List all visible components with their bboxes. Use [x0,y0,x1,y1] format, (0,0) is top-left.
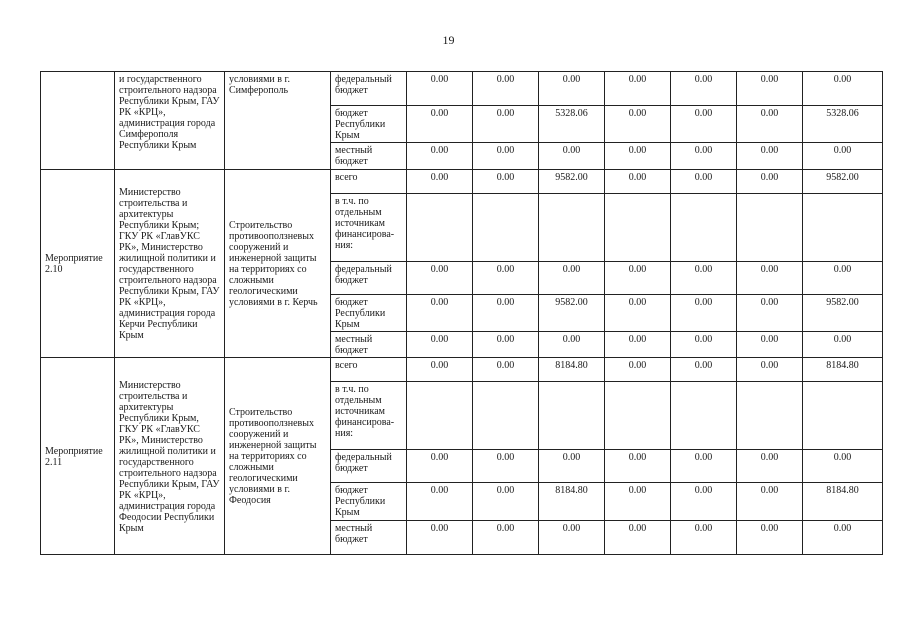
executor-cell: и государственного строительного надзора Республики Крым, ГАУ РК «КРЦ», администрация города Симферополя Республики Крым [115,72,225,170]
amount-cell: 0.00 [671,72,737,106]
amount-cell: 0.00 [671,450,737,483]
amount-cell: 9582.00 [803,295,883,332]
amount-cell: 0.00 [407,483,473,521]
amount-cell: 0.00 [803,332,883,358]
amount-cell: 0.00 [737,295,803,332]
amount-cell: 0.00 [473,72,539,106]
funding-source-cell: в т.ч. по отдельным источникам финансирова-ния: [331,194,407,262]
amount-cell: 0.00 [671,295,737,332]
amount-cell: 0.00 [737,358,803,382]
funding-source-cell: федеральный бюджет [331,262,407,295]
amount-cell: 0.00 [539,143,605,170]
amount-cell: 0.00 [407,72,473,106]
amount-cell: 0.00 [539,521,605,555]
amount-cell: 0.00 [605,143,671,170]
amount-cell: 0.00 [737,450,803,483]
amount-cell: 0.00 [803,450,883,483]
amount-cell: 0.00 [407,521,473,555]
amount-cell: 0.00 [671,483,737,521]
amount-cell [539,194,605,262]
amount-cell: 0.00 [605,358,671,382]
amount-cell: 0.00 [605,483,671,521]
amount-cell [605,194,671,262]
funding-source-cell: бюджет Республики Крым [331,295,407,332]
funding-source-cell: местный бюджет [331,332,407,358]
amount-cell: 0.00 [473,106,539,143]
executor-cell: Министерство строительства и архитектуры Республики Крым, ГКУ РК «ГлавУКС РК», Министерство жилищной политики и государственного строительного надзора Республики Крым, ГАУ РК «КРЦ», администрация города Феодосии Республики Крым [115,358,225,555]
amount-cell: 0.00 [473,483,539,521]
amount-cell: 0.00 [473,358,539,382]
amount-cell: 0.00 [737,521,803,555]
table-row [41,170,883,194]
amount-cell: 0.00 [803,143,883,170]
amount-cell: 0.00 [539,332,605,358]
funding-source-cell: бюджет Республики Крым [331,106,407,143]
amount-cell [737,194,803,262]
amount-cell: 0.00 [737,72,803,106]
amount-cell: 9582.00 [803,170,883,194]
amount-cell: 0.00 [473,170,539,194]
amount-cell: 0.00 [803,72,883,106]
amount-cell: 0.00 [737,143,803,170]
amount-cell: 0.00 [539,262,605,295]
amount-cell: 8184.80 [803,358,883,382]
amount-cell [407,194,473,262]
funding-source-cell: федеральный бюджет [331,450,407,483]
funding-source-cell: местный бюджет [331,143,407,170]
amount-cell [539,382,605,450]
activity-cell: Мероприятие 2.10 [41,170,115,358]
amount-cell: 0.00 [407,358,473,382]
amount-cell [407,382,473,450]
amount-cell: 5328.06 [539,106,605,143]
executor-cell: Министерство строительства и архитектуры Республики Крым; ГКУ РК «ГлавУКС РК», Министерство жилищной политики и государственного строительного надзора Республики Крым, ГАУ РК «КРЦ», администрация города Керчи Республики Крым [115,170,225,358]
funding-source-cell: всего [331,358,407,382]
amount-cell: 0.00 [737,106,803,143]
amount-cell: 0.00 [407,450,473,483]
amount-cell: 0.00 [803,262,883,295]
activity-cell [41,72,115,170]
table-row [41,358,883,382]
amount-cell: 9582.00 [539,295,605,332]
amount-cell: 0.00 [803,521,883,555]
amount-cell: 0.00 [407,295,473,332]
amount-cell: 0.00 [737,483,803,521]
amount-cell: 0.00 [539,72,605,106]
amount-cell: 0.00 [407,170,473,194]
amount-cell: 0.00 [605,332,671,358]
amount-cell: 0.00 [473,143,539,170]
amount-cell: 0.00 [671,521,737,555]
funding-source-cell: бюджет Республики Крым [331,483,407,521]
amount-cell: 0.00 [605,295,671,332]
amount-cell: 0.00 [671,170,737,194]
funding-source-cell: в т.ч. по отдельным источникам финансирова-ния: [331,382,407,450]
amount-cell: 0.00 [473,295,539,332]
amount-cell: 0.00 [737,332,803,358]
amount-cell [473,382,539,450]
amount-cell: 0.00 [407,143,473,170]
amount-cell: 0.00 [473,332,539,358]
amount-cell: 5328.06 [803,106,883,143]
funding-source-cell: местный бюджет [331,521,407,555]
amount-cell: 0.00 [671,262,737,295]
description-cell: Строительство противооползневых сооружений и инженерной защиты на территориях со сложными геологическими условиями в г. Феодосия [225,358,331,555]
amount-cell: 0.00 [605,170,671,194]
amount-cell: 0.00 [605,262,671,295]
amount-cell [803,382,883,450]
description-cell: условиями в г. Симферополь [225,72,331,170]
page-number: 19 [442,33,455,47]
amount-cell: 0.00 [671,106,737,143]
funding-source-cell: всего [331,170,407,194]
amount-cell: 0.00 [407,106,473,143]
table-body [41,72,883,555]
amount-cell: 0.00 [605,72,671,106]
amount-cell: 0.00 [473,262,539,295]
amount-cell [605,382,671,450]
amount-cell: 0.00 [605,450,671,483]
amount-cell: 0.00 [605,106,671,143]
amount-cell [473,194,539,262]
activity-cell: Мероприятие 2.11 [41,358,115,555]
amount-cell: 0.00 [473,521,539,555]
amount-cell: 0.00 [539,450,605,483]
amount-cell: 0.00 [737,262,803,295]
amount-cell: 0.00 [473,450,539,483]
budget-table [40,71,883,555]
amount-cell: 0.00 [671,332,737,358]
amount-cell: 0.00 [737,170,803,194]
description-cell: Строительство противооползневых сооружений и инженерной защиты на территориях со сложными геологическими условиями в г. Керчь [225,170,331,358]
amount-cell [671,194,737,262]
funding-source-cell: федеральный бюджет [331,72,407,106]
amount-cell: 8184.80 [803,483,883,521]
amount-cell [737,382,803,450]
amount-cell: 0.00 [407,262,473,295]
amount-cell: 0.00 [671,143,737,170]
amount-cell: 8184.80 [539,358,605,382]
amount-cell [671,382,737,450]
amount-cell: 0.00 [605,521,671,555]
amount-cell: 8184.80 [539,483,605,521]
amount-cell: 9582.00 [539,170,605,194]
table-row [41,72,883,106]
amount-cell: 0.00 [671,358,737,382]
amount-cell [803,194,883,262]
amount-cell: 0.00 [407,332,473,358]
